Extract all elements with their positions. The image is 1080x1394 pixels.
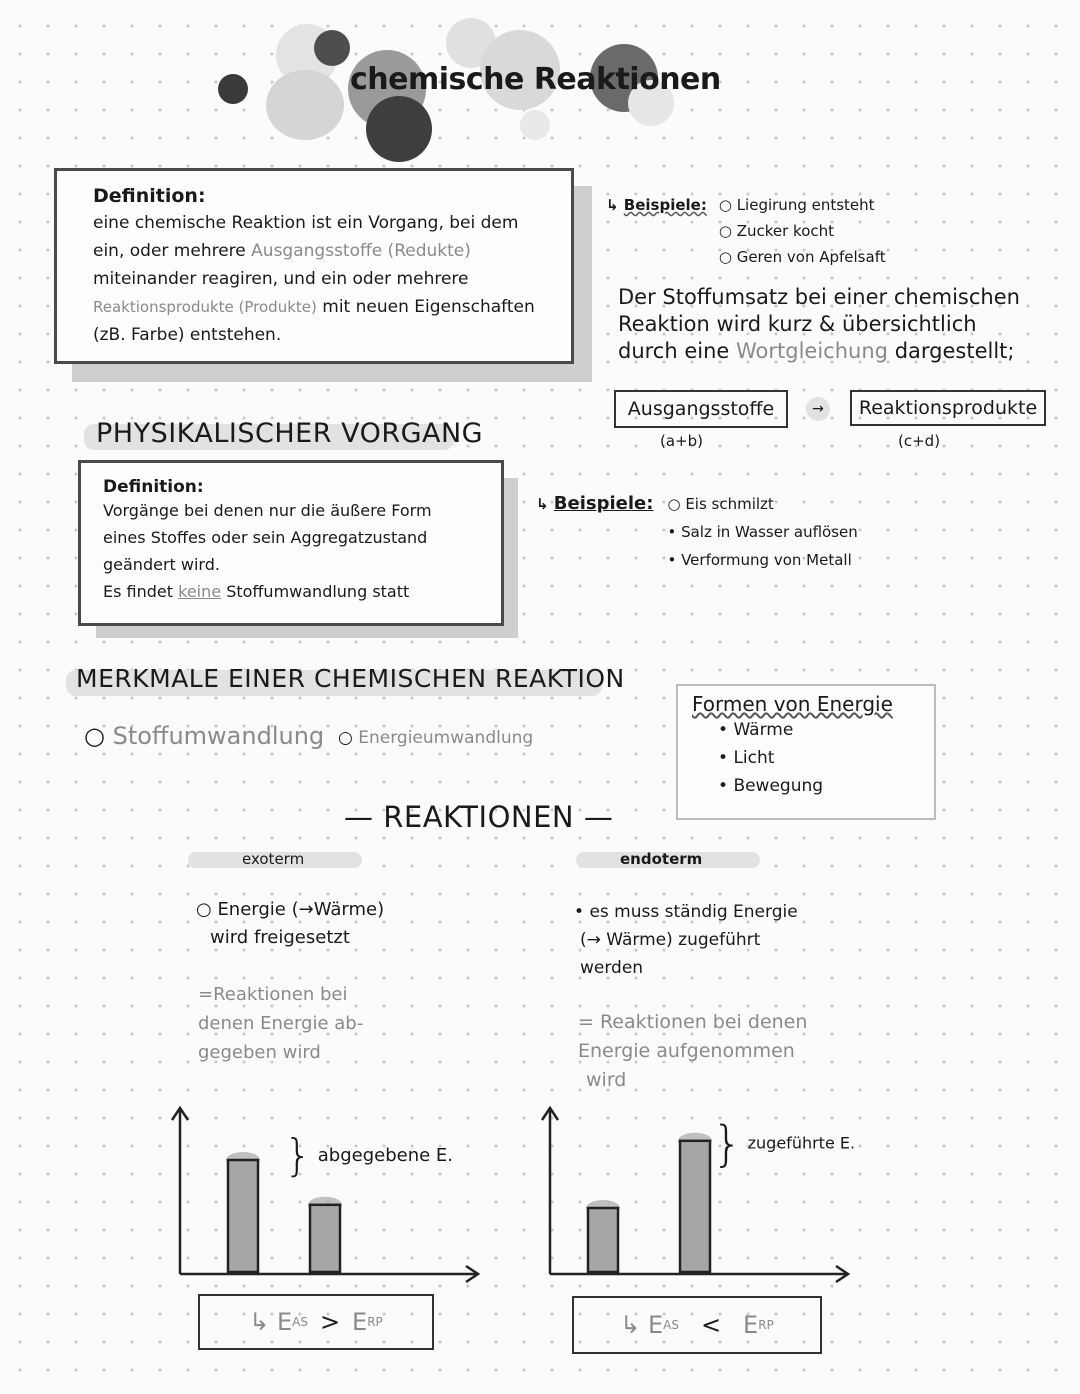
physical-heading: PHYSIKALISCHER VORGANG: [96, 418, 484, 449]
list-item: • Verformung von Metall: [667, 551, 852, 569]
list-item: • Salz in Wasser auflösen: [667, 523, 858, 541]
equation-left-box: Ausgangsstoffe: [614, 390, 788, 428]
exo-grey-text: =Reaktionen bei denen Energie ab- gegeben wird: [198, 984, 364, 1063]
definition-line: (zB. Farbe) entstehen.: [93, 325, 282, 345]
merkmale-heading: MERKMALE EINER CHEMISCHEN REAKTION: [76, 664, 625, 693]
reaktionen-heading: — REAKTIONEN —: [344, 800, 614, 834]
list-item: ○ Geren von Apfelsaft: [718, 248, 886, 266]
arrow-icon: →: [806, 397, 830, 421]
definition-chem-box: [54, 168, 574, 364]
stoffumsatz-text: Der Stoffumsatz bei einer chemischen Reaktion wird kurz & übersichtlich durch eine Wortgleichung dargestellt;: [618, 285, 1020, 363]
definition-line: ein, oder mehrere: [93, 241, 246, 261]
endo-label: endoterm: [620, 850, 703, 868]
list-item: ○ Liegirung entsteht: [718, 196, 875, 214]
bar-e-rp: [310, 1205, 340, 1272]
list-item: ○ Eis schmilzt: [667, 495, 774, 513]
merkmal-item: ○ Stoffumwandlung: [84, 722, 325, 750]
page-title: chemische Reaktionen: [350, 62, 721, 97]
exo-label: exoterm: [242, 850, 305, 868]
beispiele-phys: ↳ Beispiele: ○ Eis schmilzt • Salz in Wasser auflösen • Verformung von Metall: [536, 490, 858, 574]
beispiele-label: Beispiele:: [623, 196, 707, 214]
energie-box: [676, 684, 936, 820]
definition-line: eine chemische Reaktion ist ein Vorgang, bei dem: [93, 213, 519, 233]
exo-text: ○ Energie (→Wärme) wird freigesetzt: [196, 899, 385, 948]
definition-grey: Reaktionsprodukte (Produkte): [93, 298, 317, 316]
merkmal-item: ○ Energieumwandlung: [338, 728, 534, 748]
beispiele-chem: ↳ Beispiele: ○ Liegirung entsteht ○ Zucker kocht ○ Geren von Apfelsaft: [606, 192, 886, 270]
energie-title: Formen von Energie: [692, 692, 893, 716]
endo-grey-text: = Reaktionen bei denen Energie aufgenommen wird: [578, 1011, 808, 1091]
exo-annotation: } abgegebene E.: [284, 1130, 453, 1181]
equation-right-sub: (c+d): [898, 432, 941, 450]
definition-line: mit neuen Eigenschaften: [322, 297, 535, 317]
definition-line: miteinander reagiren, und ein oder mehrere: [93, 269, 469, 289]
bar-e-as: [228, 1160, 258, 1272]
exo-chart: [160, 1100, 490, 1290]
definition-label: Definition:: [93, 185, 206, 207]
list-item: • Wärme: [718, 720, 794, 740]
list-item: ○ Zucker kocht: [718, 222, 835, 240]
endo-annotation: } zugeführte E.: [712, 1116, 856, 1172]
definition-grey: Ausgangsstoffe (Redukte): [251, 241, 471, 261]
bar-e-rp: [680, 1141, 710, 1272]
equation-right-box: Reaktionsprodukte: [850, 390, 1046, 426]
endo-formula-box: ↳ E AS < E RP: [572, 1296, 822, 1354]
exo-formula-box: ↳ E AS > E RP: [198, 1294, 434, 1350]
list-item: • Bewegung: [718, 776, 824, 796]
definition-label: Definition:: [103, 477, 204, 497]
physical-def-box: Definition: Vorgänge bei denen nur die äußere Form eines Stoffes oder sein Aggregatzustand geändert wird. Es findet keine Stoffumwandlung statt: [78, 460, 504, 626]
endo-text: • es muss ständig Energie (→ Wärme) zugeführt werden: [574, 902, 798, 978]
list-item: • Licht: [718, 748, 775, 768]
equation-left-sub: (a+b): [660, 432, 703, 450]
bar-e-as: [588, 1208, 618, 1272]
